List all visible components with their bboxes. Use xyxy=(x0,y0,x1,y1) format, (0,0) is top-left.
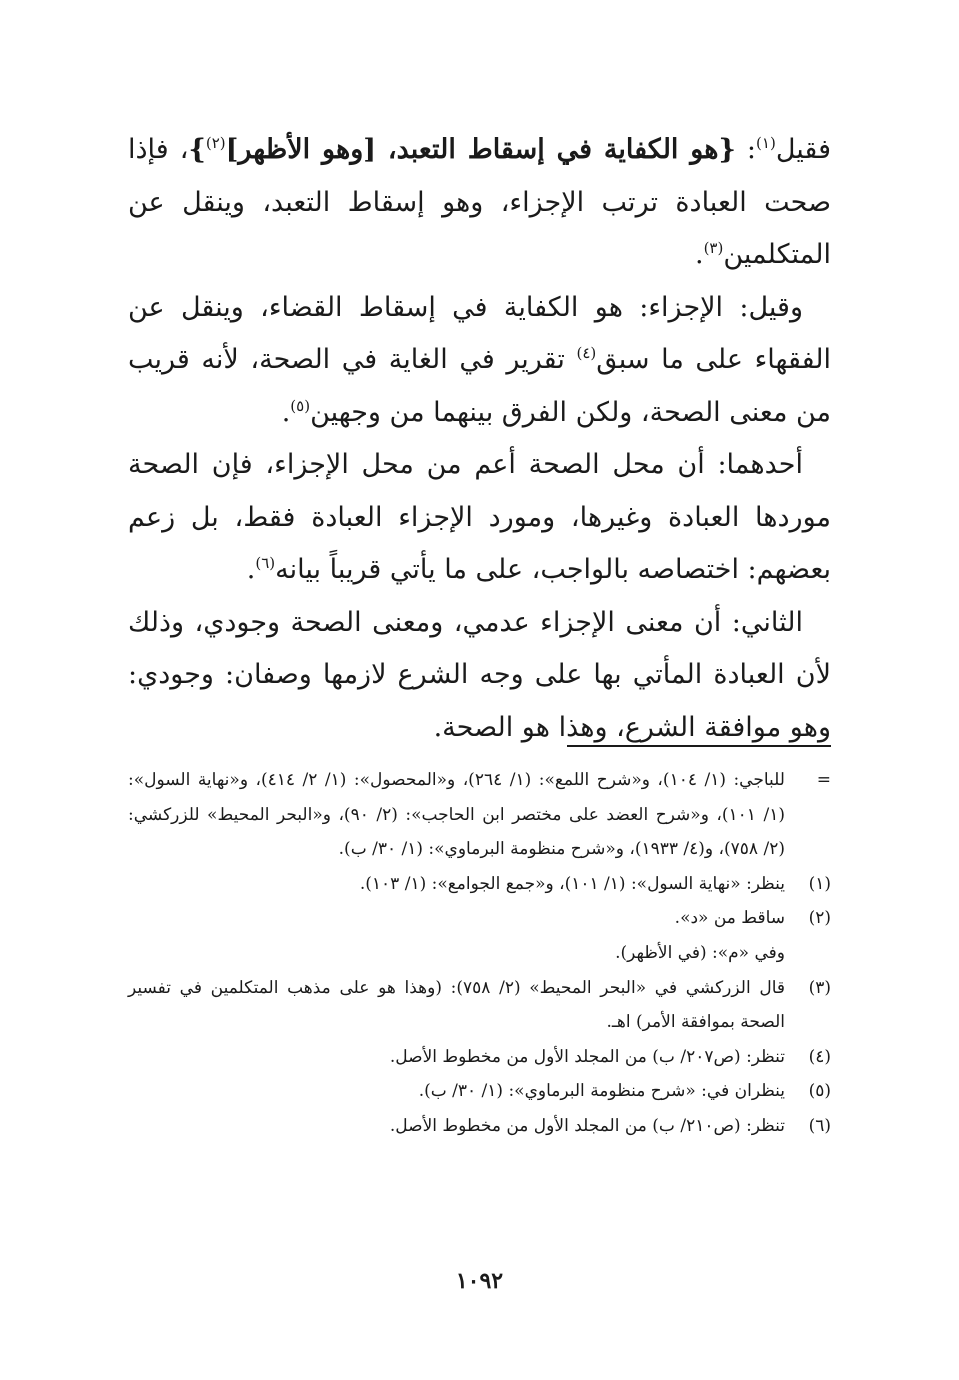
footnote xyxy=(128,1074,831,1109)
footnote-number: (٢) xyxy=(808,908,831,929)
footnote xyxy=(128,1109,831,1144)
paragraph xyxy=(128,597,831,755)
text-segment: فقيل xyxy=(775,134,831,165)
footnote-marker: (٥) xyxy=(290,396,311,415)
text-segment: أحدهما: أن محل الصحة أعم من محل الإجزاء، فإن الصحة موردها العبادة وغيرها، ومورد الإجزاء العبادة فقط، بل زعم بعضهم: اختصاصه بالواجب، على ما يأتي قريباً بيانه xyxy=(128,449,831,585)
text-segment: } xyxy=(188,134,206,165)
footnote-text: ينظر: «نهاية السول»: (١/ ١٠١)، و«جمع الجوامع»: (١/ ١٠٣). xyxy=(359,873,785,894)
footnote xyxy=(128,901,831,936)
footnote-marker: (٢) xyxy=(205,134,226,152)
text-segment: . xyxy=(246,554,256,585)
footnote-text: للباجي: (١/ ١٠٤)، و«شرح اللمع»: (١/ ٢٦٤)، و«المحصول»: (١/ ٢/ ٤١٤)، و«نهاية السول»: (١/ ١٠١)، و«شرح العضد على مختصر ابن الحاجب»: (٢/ ٩٠)، و«البحر المحيط» للزركشي: (٢/ ٧٥٨)، و(٤/ ١٩٣٣)، و«شرح منظومة البرماوي»: (١/ ٣٠/ ب). xyxy=(128,770,785,860)
paragraph xyxy=(128,124,831,282)
text-segment: {هو الكفاية في إسقاط التعبد، [وهو الأظهر] xyxy=(225,134,736,165)
page-number: ١٠٩٢ xyxy=(455,1268,504,1294)
main-body-text xyxy=(128,124,831,754)
text-segment: . xyxy=(281,396,291,428)
text-segment: . xyxy=(694,239,704,270)
footnote-marker: (٣) xyxy=(703,239,724,257)
text-segment: تقرير في الغاية في الصحة، لأنه قريب من معنى الصحة، ولكن الفرق بينهما من وجهين xyxy=(128,344,831,428)
paragraph xyxy=(128,439,831,597)
footnote-number: (٥) xyxy=(808,1081,831,1102)
footnote-number: = xyxy=(816,770,831,790)
footnote xyxy=(128,971,831,1040)
footnote xyxy=(128,763,831,867)
footnotes-section xyxy=(128,763,831,1144)
footnote xyxy=(128,936,831,971)
footnote-text: ساقط من «د». xyxy=(674,908,785,929)
footnote-text: تنظر: (ص٢١٠/ ب) من المجلد الأول من مخطوط الأصل. xyxy=(389,1115,785,1136)
footnote-number: (١) xyxy=(808,873,831,894)
text-segment: وقيل: الإجزاء: هو الكفاية في إسقاط القضاء، وينقل عن الفقهاء على ما سبق xyxy=(128,291,831,375)
footnote-separator xyxy=(567,745,831,747)
text-segment: : xyxy=(735,134,757,165)
footnote-marker: (٦) xyxy=(255,554,276,572)
footnote-marker: (٤) xyxy=(576,344,597,362)
footnote xyxy=(128,867,831,902)
footnote-number: (٣) xyxy=(808,977,831,998)
footnote-marker: (١) xyxy=(756,134,776,152)
footnote-text: قال الزركشي في «البحر المحيط» (٢/ ٧٥٨): (وهذا هو على مذهب المتكلمين في تفسير الصحة بموافقة الأمر) اهـ. xyxy=(128,977,785,1033)
text-segment: ، فإذا صحت العبادة ترتب الإجزاء، وهو إسقاط التعبد، وينقل عن المتكلمين xyxy=(128,134,831,270)
footnote-text: ينظران في: «شرح منظومة البرماوي»: (١/ ٣٠/ ب). xyxy=(418,1081,785,1102)
paragraph xyxy=(128,282,831,440)
footnote-number: (٦) xyxy=(808,1115,831,1136)
footnote-text: تنظر: (ص٢٠٧/ ب) من المجلد الأول من مخطوط الأصل. xyxy=(389,1046,785,1067)
footnote-text: وفي «م»: (في الأظهر). xyxy=(615,942,785,963)
footnote-number: (٤) xyxy=(808,1046,831,1067)
footnote xyxy=(128,1040,831,1075)
text-segment: الثاني: أن معنى الإجزاء عدمي، ومعنى الصحة وجودي، وذلك لأن العبادة المأتي بها على وجه الشرع لازمها وصفان: وجودي: وهو موافقة الشرع، وهذا هو الصحة. xyxy=(128,606,831,743)
